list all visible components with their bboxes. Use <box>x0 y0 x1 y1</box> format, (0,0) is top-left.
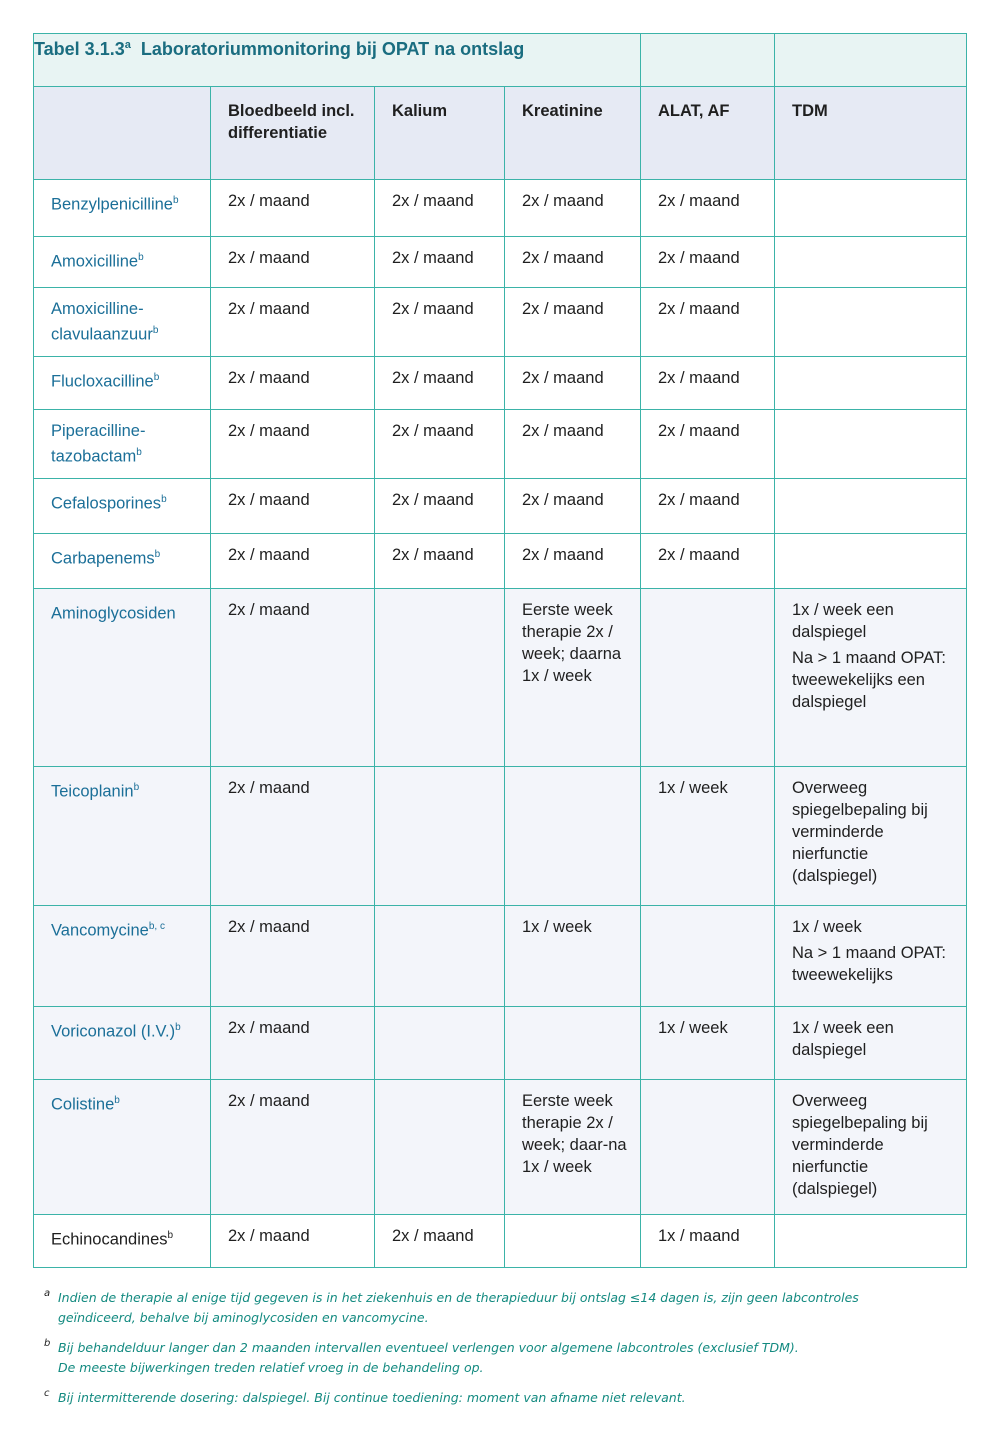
monitoring-cell <box>375 1007 505 1080</box>
header-cell: ALAT, AF <box>641 87 775 180</box>
table-row <box>34 1215 967 1268</box>
footnote-ref: b <box>154 549 161 560</box>
drug-name: Cefalosporines <box>51 494 162 513</box>
drug-name: Amoxicilline-clavulaanzuur <box>51 300 153 344</box>
drug-name: Voriconazol (I.V.) <box>51 1022 176 1041</box>
drug-name: Amoxicilline <box>51 252 139 271</box>
monitoring-cell: 1x / maand <box>641 1215 775 1268</box>
monitoring-cell: Eerste week therapie 2x / week; daar-na 1x / week <box>505 1080 641 1215</box>
footnote-text: Bij behandelduur langer dan 2 maanden intervallen eventueel verlengen voor algemene labcontroles (exclusief TDM). De meeste bijwerkingen treden relatief vroeg in de behandeling op. <box>58 1340 799 1375</box>
monitoring-cell: Eerste week therapie 2x / week; daarna 1x / week <box>505 589 641 767</box>
monitoring-cell: 2x / maand <box>375 479 505 534</box>
monitoring-cell <box>641 589 775 767</box>
drug-name-cell <box>34 906 211 1007</box>
drug-name: Benzylpenicilline <box>51 195 173 214</box>
header-cell: Kreatinine <box>505 87 641 180</box>
monitoring-cell <box>375 906 505 1007</box>
monitoring-cell: 2x / maand <box>211 534 375 589</box>
monitoring-cell: 2x / maand <box>211 357 375 410</box>
footnote-ref: b <box>114 1095 120 1106</box>
monitoring-cell: 2x / maand <box>375 288 505 357</box>
monitoring-cell <box>505 1215 641 1268</box>
monitoring-cell: 2x / maand <box>375 534 505 589</box>
monitoring-cell <box>641 1080 775 1215</box>
header-cell: Kalium <box>375 87 505 180</box>
table-row <box>34 767 967 906</box>
monitoring-cell: 2x / maand <box>375 357 505 410</box>
monitoring-cell: 2x / maand <box>211 237 375 288</box>
footnote-ref: b <box>152 325 159 336</box>
monitoring-cell: 2x / maand <box>641 410 775 479</box>
tdm-text: 1x / week een dalspiegel <box>792 1019 894 1059</box>
footnote-ref: b <box>173 195 179 206</box>
tdm-cell <box>775 288 967 357</box>
footnote-mark: a <box>44 1288 51 1299</box>
monitoring-cell <box>375 767 505 906</box>
footnote-ref: b <box>133 782 140 793</box>
lab-monitoring-table <box>33 33 967 1268</box>
monitoring-cell <box>641 906 775 1007</box>
tdm-cell <box>775 534 967 589</box>
drug-name-cell <box>34 288 211 357</box>
tdm-cell <box>775 1007 967 1080</box>
table-row <box>34 906 967 1007</box>
monitoring-cell: 2x / maand <box>375 180 505 237</box>
footnote-text: Indien de therapie al enige tijd gegeven is in het ziekenhuis en de therapieduur bij ontslag ≤14 dagen is, zijn geen labcontroles geïndiceerd, behalve bij aminoglycosiden en vancomycine. <box>58 1290 859 1325</box>
drug-name-cell <box>34 180 211 237</box>
drug-name: Carbapenems <box>51 549 155 568</box>
footnote-ref: b <box>167 1230 174 1241</box>
footnote-text: Bij intermitterende dosering: dalspiegel. Bij continue toediening: moment van afname niet relevant. <box>58 1390 686 1405</box>
footnote-ref: b <box>175 1022 181 1033</box>
tdm-cell <box>775 237 967 288</box>
drug-name-cell <box>34 1215 211 1268</box>
drug-name-cell <box>34 357 211 410</box>
monitoring-cell <box>375 1080 505 1215</box>
monitoring-cell: 2x / maand <box>505 288 641 357</box>
footnote-mark: c <box>44 1388 50 1399</box>
footnote-ref: b <box>153 372 160 383</box>
drug-name: Vancomycine <box>51 921 149 940</box>
drug-name: Aminoglycosiden <box>51 604 176 623</box>
header-cell: Bloedbeeld incl. differentiatie <box>211 87 375 180</box>
monitoring-cell: 1x / week <box>505 906 641 1007</box>
footnote-ref: b <box>161 494 167 505</box>
monitoring-cell: 2x / maand <box>641 479 775 534</box>
table-row <box>34 288 967 357</box>
table-row <box>34 1007 967 1080</box>
monitoring-cell: 2x / maand <box>505 237 641 288</box>
tdm-text-extra: Na > 1 maand OPAT: tweewekelijks een dalspiegel <box>792 649 946 711</box>
monitoring-cell: 1x / week <box>641 767 775 906</box>
drug-name-cell <box>34 479 211 534</box>
tdm-text-extra: Na > 1 maand OPAT: tweewekelijks <box>792 944 946 984</box>
tdm-text: 1x / week een dalspiegel <box>792 601 894 641</box>
monitoring-cell <box>505 1007 641 1080</box>
monitoring-cell: 2x / maand <box>641 288 775 357</box>
table-title-row <box>34 34 967 87</box>
tdm-text: Overweeg spiegelbepaling bij verminderde nierfunctie (dalspiegel) <box>792 1092 928 1198</box>
table-row <box>34 589 967 767</box>
tdm-cell <box>775 589 967 767</box>
monitoring-cell: 2x / maand <box>211 410 375 479</box>
table-row <box>34 357 967 410</box>
monitoring-cell: 2x / maand <box>211 1007 375 1080</box>
table-title: Tabel 3.1.3$^a$ Laboratoriummonitoring bij OPAT na ontslag <box>34 34 641 87</box>
footnote-ref: b, c <box>148 921 165 932</box>
table-row <box>34 180 967 237</box>
tdm-text: 1x / week <box>792 918 862 936</box>
tdm-cell <box>775 180 967 237</box>
footnotes <box>44 1288 944 1418</box>
monitoring-cell: 2x / maand <box>505 357 641 410</box>
monitoring-cell: 2x / maand <box>641 357 775 410</box>
tdm-cell <box>775 906 967 1007</box>
drug-name-cell <box>34 237 211 288</box>
monitoring-cell: 2x / maand <box>211 180 375 237</box>
footnote-ref: b <box>138 252 144 263</box>
tdm-cell <box>775 1215 967 1268</box>
header-cell <box>34 87 211 180</box>
drug-name: Piperacilline-tazobactam <box>51 422 146 466</box>
footnote-mark: b <box>44 1338 51 1349</box>
tdm-text: Overweeg spiegelbepaling bij verminderde nierfunctie (dalspiegel) <box>792 779 928 885</box>
table-row <box>34 1080 967 1215</box>
monitoring-cell: 2x / maand <box>375 410 505 479</box>
footnote-ref: b <box>136 447 142 458</box>
table-row <box>34 237 967 288</box>
monitoring-cell: 2x / maand <box>505 180 641 237</box>
table-row <box>34 479 967 534</box>
drug-name-cell <box>34 1080 211 1215</box>
monitoring-cell: 2x / maand <box>505 479 641 534</box>
monitoring-cell <box>505 767 641 906</box>
drug-name-cell <box>34 589 211 767</box>
drug-name-cell <box>34 1007 211 1080</box>
table-body <box>34 180 967 1268</box>
footnote <box>44 1288 944 1328</box>
tdm-cell <box>775 410 967 479</box>
monitoring-cell: 2x / maand <box>641 237 775 288</box>
monitoring-cell: 2x / maand <box>641 534 775 589</box>
drug-name-cell <box>34 534 211 589</box>
drug-name: Teicoplanin <box>51 782 134 801</box>
drug-name: Colistine <box>51 1095 115 1114</box>
monitoring-cell: 1x / week <box>641 1007 775 1080</box>
monitoring-cell <box>375 589 505 767</box>
table-row <box>34 410 967 479</box>
monitoring-cell: 2x / maand <box>211 479 375 534</box>
footnote <box>44 1338 944 1378</box>
monitoring-cell: 2x / maand <box>211 589 375 767</box>
monitoring-cell: 2x / maand <box>211 906 375 1007</box>
monitoring-cell: 2x / maand <box>211 288 375 357</box>
drug-name: Echinocandines <box>51 1230 168 1249</box>
monitoring-cell: 2x / maand <box>505 534 641 589</box>
footnote <box>44 1388 944 1408</box>
tdm-cell <box>775 1080 967 1215</box>
table-header-row <box>34 87 967 180</box>
monitoring-cell: 2x / maand <box>211 767 375 906</box>
monitoring-cell: 2x / maand <box>375 237 505 288</box>
drug-name-cell <box>34 767 211 906</box>
drug-name: Flucloxacilline <box>51 372 154 391</box>
header-cell: TDM <box>775 87 967 180</box>
tdm-cell <box>775 357 967 410</box>
monitoring-cell: 2x / maand <box>375 1215 505 1268</box>
tdm-cell <box>775 479 967 534</box>
tdm-cell <box>775 767 967 906</box>
monitoring-cell: 2x / maand <box>505 410 641 479</box>
monitoring-cell: 2x / maand <box>211 1080 375 1215</box>
table-row <box>34 534 967 589</box>
monitoring-cell: 2x / maand <box>641 180 775 237</box>
monitoring-cell: 2x / maand <box>211 1215 375 1268</box>
drug-name-cell <box>34 410 211 479</box>
